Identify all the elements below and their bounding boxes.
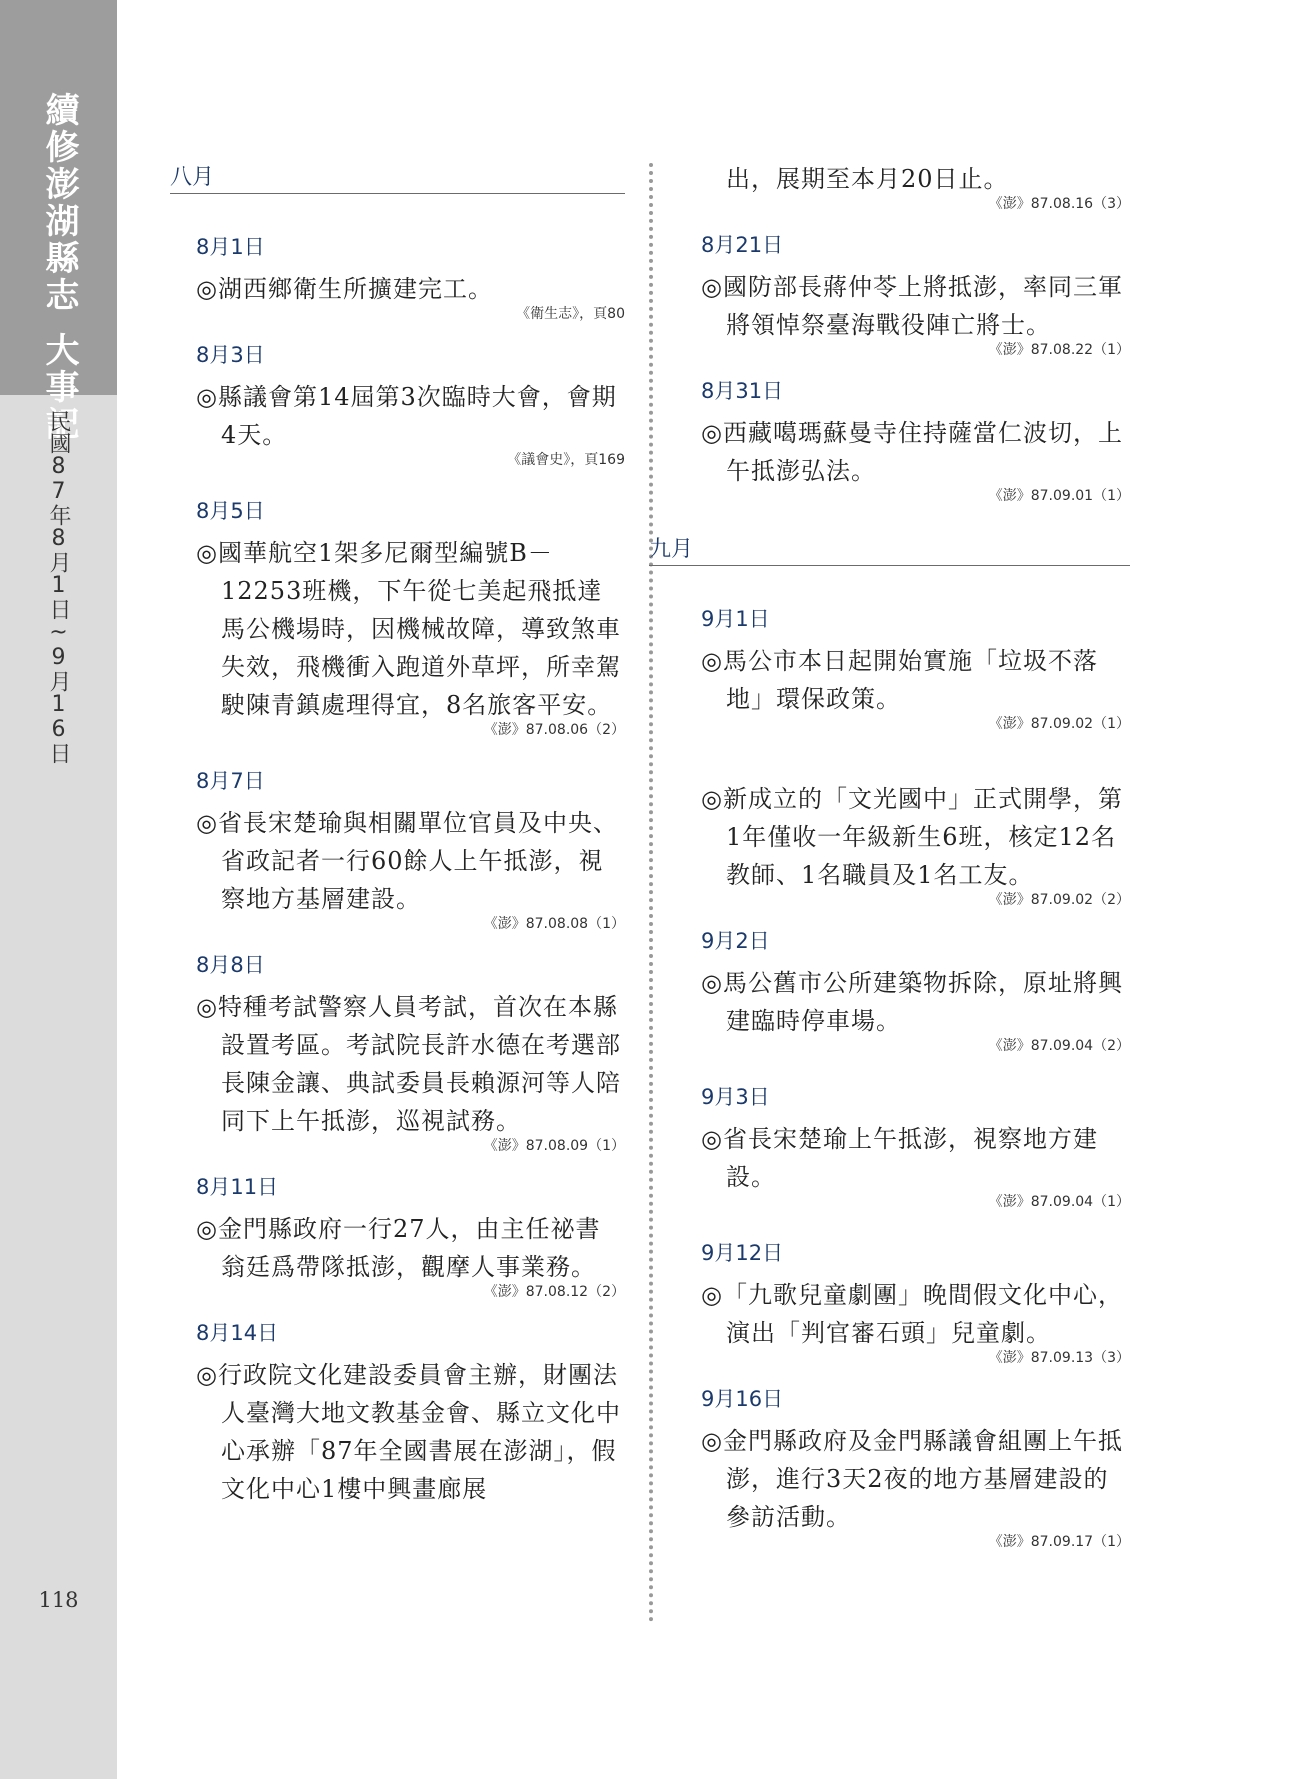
entry-date: 9月2日: [701, 929, 770, 953]
entry-text: ◎馬公舊市公所建築物拆除，原址將興建臨時停車場。: [701, 969, 1123, 1035]
entry-source: 《澎》87.09.02（2）: [988, 892, 1130, 908]
entry-source: 《澎》87.09.17（1）: [988, 1534, 1130, 1550]
sidebar: [0, 0, 117, 1779]
entry: [196, 804, 625, 934]
entry-text: ◎金門縣政府一行27人，由主任祕書翁廷爲帶隊抵澎，觀摩人事業務。: [196, 1215, 601, 1281]
entry-text: ◎馬公市本日起開始實施「垃圾不落地」環保政策。: [701, 647, 1098, 713]
entry: [701, 414, 1130, 506]
entry-text: ◎行政院文化建設委員會主辦，財團法人臺灣大地文教基金會、縣立文化中心承辦「87年全國書展在澎湖」，假文化中心1樓中興畫廊展: [196, 1361, 621, 1503]
entry: [196, 534, 625, 740]
page-number: 118: [38, 1588, 79, 1612]
entry-text: ◎西藏噶瑪蘇曼寺住持薩當仁波切，上午抵澎弘法。: [701, 419, 1123, 485]
entry-date: 8月5日: [196, 499, 265, 523]
entry-text: ◎「九歌兒童劇團」晚間假文化中心，演出「判官審石頭」兒童劇。: [701, 1281, 1123, 1347]
entry-source: 《澎》87.09.13（3）: [988, 1350, 1130, 1366]
entry-source: 《衛生志》，頁80: [516, 306, 625, 322]
left-column: [170, 160, 625, 1508]
entry-source: 《澎》87.08.12（2）: [483, 1284, 625, 1300]
entry-date: 8月8日: [196, 953, 265, 977]
entry-source: 《澎》87.09.04（1）: [988, 1194, 1130, 1210]
entry: [701, 964, 1130, 1056]
entry-date: 8月3日: [196, 343, 265, 367]
entry-text: ◎省長宋楚瑜上午抵澎，視察地方建設。: [701, 1125, 1098, 1191]
entry-source: 《澎》87.09.02（1）: [988, 716, 1130, 732]
book-title-main: 續修澎湖縣志: [39, 92, 79, 314]
entry-text: ◎縣議會第14屆第3次臨時大會，會期4天。: [196, 383, 617, 449]
entry-date: 8月31日: [701, 379, 784, 403]
entry-text: ◎金門縣政府及金門縣議會組團上午抵澎，進行3天2夜的地方基層建設的參訪活動。: [701, 1427, 1123, 1531]
entry-source: 《澎》87.08.09（1）: [483, 1138, 625, 1154]
entry-date: 8月21日: [701, 233, 784, 257]
section-heading-september: 九月: [649, 532, 1130, 566]
entry-text: ◎省長宋楚瑜與相關單位官員及中央、省政記者一行60餘人上午抵澎，視察地方基層建設。: [196, 809, 618, 913]
entry-date: 8月1日: [196, 235, 265, 259]
entry-text: ◎湖西鄉衛生所擴建完工。: [196, 275, 493, 303]
entry-text: 出，展期至本月20日止。: [726, 165, 1009, 193]
entry: [701, 780, 1130, 910]
entry-text: ◎國防部長蔣仲苓上將抵澎，率同三軍將領悼祭臺海戰役陣亡將士。: [701, 273, 1123, 339]
entry: [196, 1356, 625, 1508]
entry-source: 《澎》87.08.22（1）: [988, 342, 1130, 358]
entry: [701, 642, 1130, 734]
entry-source: 《議會史》，頁169: [507, 452, 625, 468]
entry: [701, 1276, 1130, 1368]
book-title-sub: 大事記: [39, 332, 79, 443]
book-title: [0, 92, 117, 443]
entry: [196, 988, 625, 1156]
entry-date: 9月16日: [701, 1387, 784, 1411]
entry-source: 《澎》87.09.01（1）: [988, 488, 1130, 504]
entry: [701, 1120, 1130, 1212]
entry-source: 《澎》87.08.16（3）: [988, 196, 1130, 212]
date-range: 民國87年8月1日~9月16日: [46, 410, 71, 764]
entry-date: 8月11日: [196, 1175, 279, 1199]
entry: [701, 268, 1130, 360]
entry-date: 9月1日: [701, 607, 770, 631]
entry-date: 9月12日: [701, 1241, 784, 1265]
entry-date: 8月14日: [196, 1321, 279, 1345]
entry-source: 《澎》87.09.04（2）: [988, 1038, 1130, 1054]
entry-text: ◎新成立的「文光國中」正式開學，第1年僅收一年級新生6班，核定12名教師、1名職員及1名工友。: [701, 785, 1123, 889]
column-divider: [649, 163, 653, 1623]
entry: [701, 1422, 1130, 1552]
entry-source: 《澎》87.08.08（1）: [483, 916, 625, 932]
entry-date: 8月7日: [196, 769, 265, 793]
section-heading-august: 八月: [170, 160, 625, 194]
entry-date: 9月3日: [701, 1085, 770, 1109]
entry-source: 《澎》87.08.06（2）: [483, 722, 625, 738]
right-column: [649, 160, 1130, 1568]
entry: [196, 378, 625, 470]
continued-entry: [701, 160, 1130, 214]
entry-text: ◎國華航空1架多尼爾型編號B－12253班機，下午從七美起飛抵達馬公機場時，因機械故障，導致煞車失效，飛機衝入跑道外草坪，所幸駕駛陳青鎮處理得宜，8名旅客平安。: [196, 539, 621, 719]
entry: [196, 1210, 625, 1302]
entry-text: ◎特種考試警察人員考試，首次在本縣設置考區。考試院長許水德在考選部長陳金讓、典試委員長賴源河等人陪同下上午抵澎，巡視試務。: [196, 993, 621, 1135]
entry: [196, 270, 625, 324]
